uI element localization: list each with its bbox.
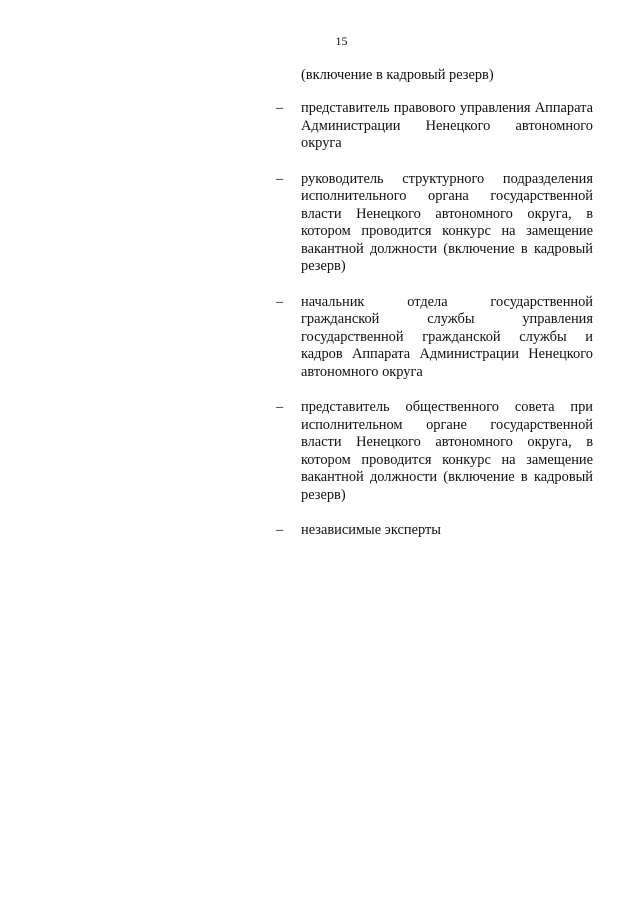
list-item-text: независимые эксперты xyxy=(301,522,441,538)
list-item xyxy=(0,294,640,382)
page-number: 15 xyxy=(335,34,348,48)
list-bullet: – xyxy=(276,399,284,415)
list-item-text: начальник отдела государственной гражданской службы управления государственной гражданской службы и кадров Аппарата Администрации Ненецкого автономного округа xyxy=(301,293,593,380)
list-bullet: – xyxy=(276,100,284,116)
list-item xyxy=(0,522,640,540)
list-bullet: – xyxy=(276,522,284,538)
list-item-text: представитель общественного совета при исполнительном органе государственной власти Ненецкого автономного округа, в котором проводится конкурс на замещение вакантной должности (включение в кадровый резерв) xyxy=(301,399,593,503)
member-list xyxy=(0,100,640,540)
list-item-text: представитель правового управления Аппарата Администрации Ненецкого автономного округа xyxy=(301,100,593,151)
list-item xyxy=(0,171,640,276)
continuation-text: (включение в кадровый резерв) xyxy=(301,67,494,83)
list-item xyxy=(0,399,640,504)
list-item xyxy=(0,100,640,153)
list-bullet: – xyxy=(276,293,284,310)
list-item-text: руководитель структурного подразделения исполнительного органа государственной власти Ненецкого автономного округа, в котором проводится конкурс на замещение вакантной должности (включение в кадровый резерв) xyxy=(301,170,593,274)
list-bullet: – xyxy=(276,170,284,187)
